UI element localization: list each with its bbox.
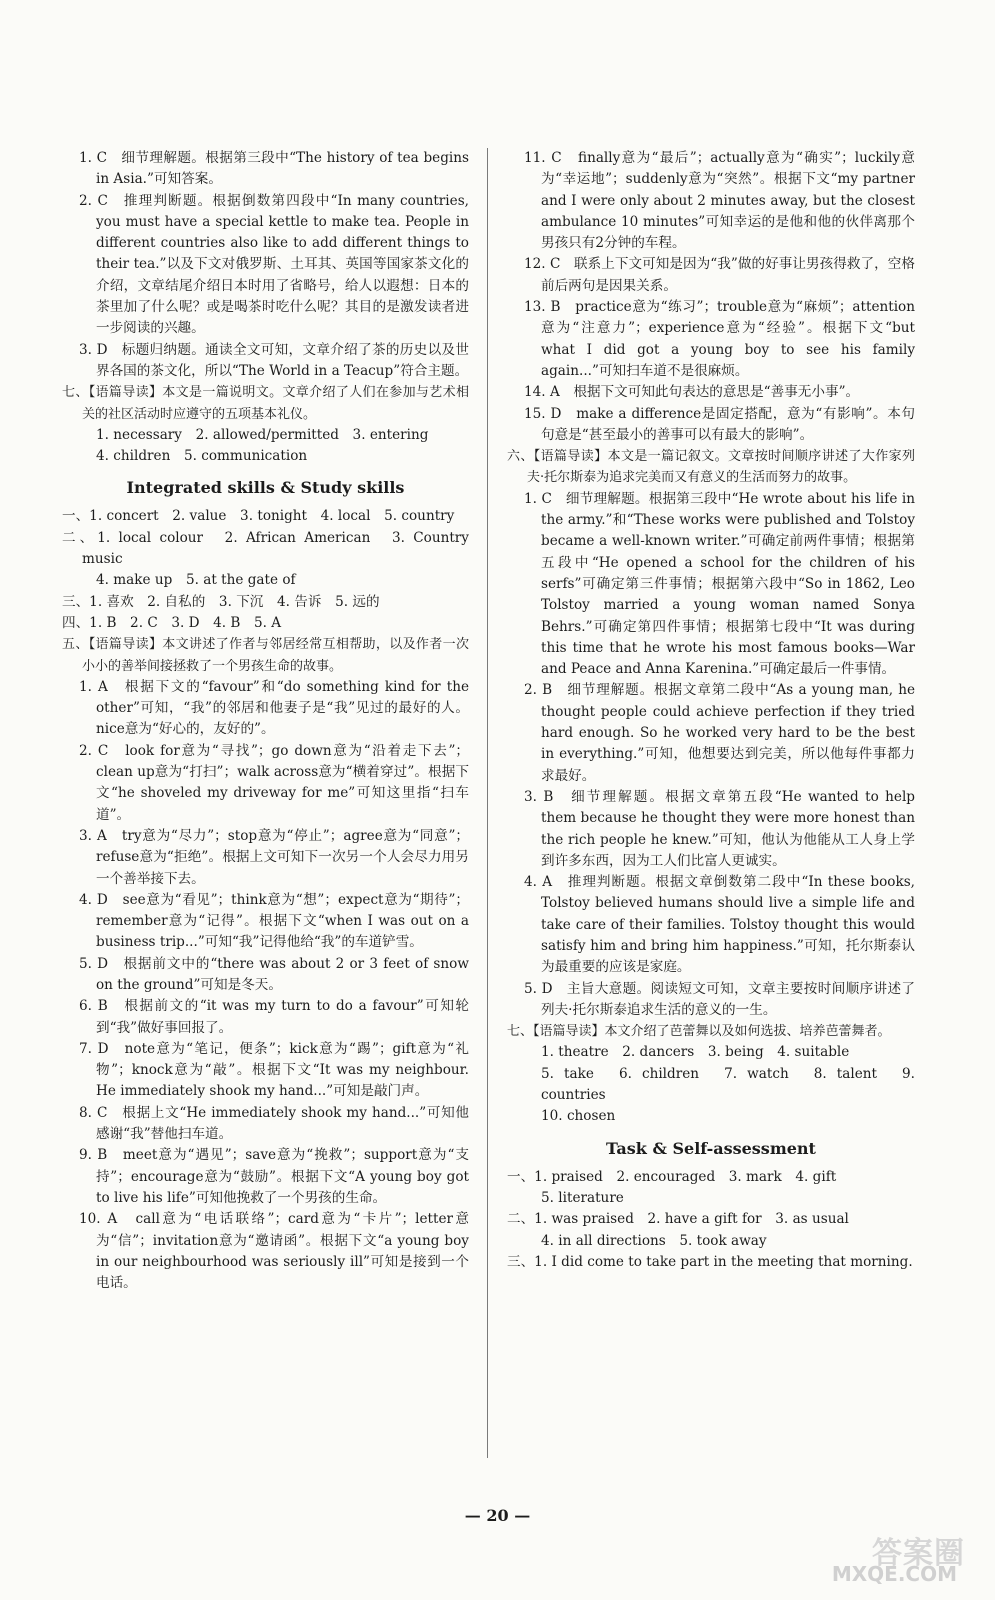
answer-line: 10. A call意为“电话联络”；card意为“卡片”；letter意为“信”；invitation意为“邀请函”。根据下文“a young boy in our neighbourhood was seriously ill”可知是接到一个电话。	[79, 1211, 469, 1292]
answer-line: 4. make up 5. at the gate of	[96, 572, 296, 589]
answer-line: 4. A 推理判断题。根据文章倒数第二段中“In these books, Tolstoy believed humans should live a simple life and take care of their families. Tolstoy thought this would satisfy him and bring him happiness.”可知，托尔斯泰认为最重要的应该是家庭。	[524, 874, 915, 976]
answer-line: 四、1. B 2. C 3. D 4. B 5. A	[62, 614, 282, 631]
answer-line: 1. A 根据下文的“favour”和“do something kind for the other”可知，“我”的邻居和他妻子是“我”见过的最好的人。nice意为“好心的，友好的”。	[79, 678, 469, 738]
answer-line: 3. A try意为“尽力”；stop意为“停止”；agree意为“同意”；refuse意为“拒绝”。根据上文可知下一次另一个人会尽力用另一个善举接下去。	[79, 827, 469, 887]
answer-line: 五、【语篇导读】本文讲述了作者与邻居经常互相帮助，以及作者一次小小的善举间接拯救了一个男孩生命的故事。	[62, 637, 469, 674]
answer-line: 1. C 细节理解题。根据第三段中“He wrote about his life in the army.”和“These works were published and Tolstoy became a well-known writer.”可确定前两件事情；根据第五段中“He opened a school for the children of his serfs”可确定第三件事情；根据第六段中“So in 1862, Leo Tolstoy married a young woman named Sonya Behrs.”可确定第四件事情；根据第七段中“It was during this time that he wrote his most famous books—War and Peace and Anna Karenina.”可确定最后一件事情。	[524, 490, 915, 678]
right-column	[507, 148, 915, 1273]
answer-line: 2. C 推理判断题。根据倒数第四段中“In many countries, you must have a special kettle to make tea. People in different countries also like to add different things to their tea.”以及下文对俄罗斯、土耳其、英国等国家茶文化的介绍，文章结尾介绍日本时用了省略号，给人以遐想：日本的茶里加了什么呢？或是喝茶时吃什么呢？其目的是激发读者进一步阅读的兴趣。	[79, 192, 469, 337]
answer-line: 3. D 标题归纳题。通读全文可知，文章介绍了茶的历史以及世界各国的茶文化，所以“The World in a Teacup”符合主题。	[79, 341, 469, 379]
answer-line: 13. B practice意为“练习”；trouble意为“麻烦”；attention意为“注意力”；experience意为“经验”。根据下文“but what I did got a young boy to see his family again...”可知扫车道不是很麻烦。	[524, 299, 915, 379]
answer-line: 一、1. praised 2. encouraged 3. mark 4. gift	[507, 1168, 837, 1185]
answer-line: 5. literature	[541, 1189, 624, 1206]
answer-line: 12. C 联系上下文可知是因为“我”做的好事让男孩得救了，空格前后两句是因果关系。	[524, 256, 915, 294]
answer-line: 1. theatre 2. dancers 3. being 4. suitable	[541, 1044, 850, 1061]
answer-line: 5. take 6. children 7. watch 8. talent 9. countries	[541, 1065, 915, 1104]
answer-line: 9. B meet意为“遇见”；save意为“挽救”；support意为“支持”；encourage意为“鼓励”。根据下文“A young boy got to live his life”可知他挽救了一个男孩的生命。	[79, 1147, 469, 1206]
answer-line: 三、1. I did come to take part in the meeting that morning.	[507, 1253, 913, 1270]
answer-line: 6. B 根据前文的“it was my turn to do a favour”可知轮到“我”做好事回报了。	[79, 998, 469, 1036]
answer-line: 三、1. 喜欢 2. 自私的 3. 下沉 4. 告诉 5. 远的	[62, 593, 380, 610]
answer-line: 二、1. was praised 2. have a gift for 3. as usual	[507, 1211, 849, 1228]
answer-line: 15. D make a difference是固定搭配，意为“有影响”。本句句意是“甚至最小的善事可以有最大的影响”。	[524, 405, 915, 443]
answer-line: 七、【语篇导读】本文是一篇说明文。文章介绍了人们在参加与艺术相关的社区活动时应遵守的五项基本礼仪。	[62, 385, 469, 422]
watermark-url: MXQE.COM	[831, 1562, 957, 1586]
answer-line: 5. D 主旨大意题。阅读短文可知，文章主要按时间顺序讲述了列夫·托尔斯泰追求生活的意义的一生。	[524, 980, 915, 1018]
answer-line: 7. D note意为“笔记，便条”；kick意为“踢”；gift意为“礼物”；knock意为“敲”。根据下文“It was my neighbour. He immediately shook my hand...”可知是敲门声。	[79, 1040, 469, 1100]
left-column	[62, 148, 469, 1294]
answer-line: 1. C 细节理解题。根据第三段中“The history of tea begins in Asia.”可知答案。	[79, 150, 469, 188]
answer-line: 3. B 细节理解题。根据文章第五段“He wanted to help them because he thought they were more honest than the rich people he knew.”可知，他认为他能从工人身上学到许多东西，因为工人们比富人更诚实。	[524, 788, 915, 869]
answer-line: 二、1. local colour 2. African American 3. Country music	[62, 529, 469, 568]
answer-line: 2. C look for意为“寻找”；go down意为“沿着走下去”；clean up意为“打扫”；walk across意为“横着穿过”。根据下文“he shoveled my driveway for me”可知这里指“扫车道”。	[79, 742, 469, 823]
answer-line: 14. A 根据下文可知此句表达的意思是“善事无小事”。	[524, 384, 860, 401]
answer-line: 4. in all directions 5. took away	[541, 1232, 767, 1249]
answer-line: 11. C finally意为“最后”；actually意为“确实”；luckily意为“幸运地”；suddenly意为“突然”。根据下文“my partner and I were only about 2 minutes away, but the closest ambulance 10 minutes”可知幸运的是他和他的伙伴离那个男孩只有2分钟的车程。	[524, 150, 915, 252]
answer-line: 2. B 细节理解题。根据文章第二段中“As a young man, he thought people could achieve perfection if they tried hard enough. So he worked very hard to be the best in everything.”可知，他想要达到完美，所以他每件事都力求最好。	[524, 682, 915, 784]
answer-line: 1. necessary 2. allowed/permitted 3. entering	[96, 426, 429, 443]
answer-line: 七、【语篇导读】本文介绍了芭蕾舞以及如何选拔、培养芭蕾舞者。	[507, 1024, 891, 1040]
answer-line: 8. C 根据上文“He immediately shook my hand...”可知他感谢“我”替他扫车道。	[79, 1104, 469, 1143]
section-heading: Task & Self-assessment	[606, 1138, 816, 1158]
answer-line: 一、1. concert 2. value 3. tonight 4. local 5. country	[62, 508, 455, 525]
answer-line: 六、【语篇导读】本文是一篇记叙文。文章按时间顺序讲述了大作家列夫·托尔斯泰为追求完美而又有意义的生活而努力的故事。	[507, 449, 915, 486]
page-number: — 20 —	[464, 1506, 531, 1525]
section-heading: Integrated skills & Study skills	[126, 478, 405, 498]
column-divider	[487, 148, 488, 1458]
answer-line: 10. chosen	[541, 1108, 616, 1125]
answer-line: 4. D see意为“看见”；think意为“想”；expect意为“期待”；remember意为“记得”。根据下文“when I was out on a business trip...”可知“我”记得他给“我”的车道铲雪。	[79, 891, 469, 951]
answer-line: 5. D 根据前文中的“there was about 2 or 3 feet of snow on the ground”可知是冬天。	[79, 955, 469, 993]
answer-line: 4. children 5. communication	[96, 448, 308, 465]
watermark-logo: 答案圈	[872, 1536, 965, 1571]
